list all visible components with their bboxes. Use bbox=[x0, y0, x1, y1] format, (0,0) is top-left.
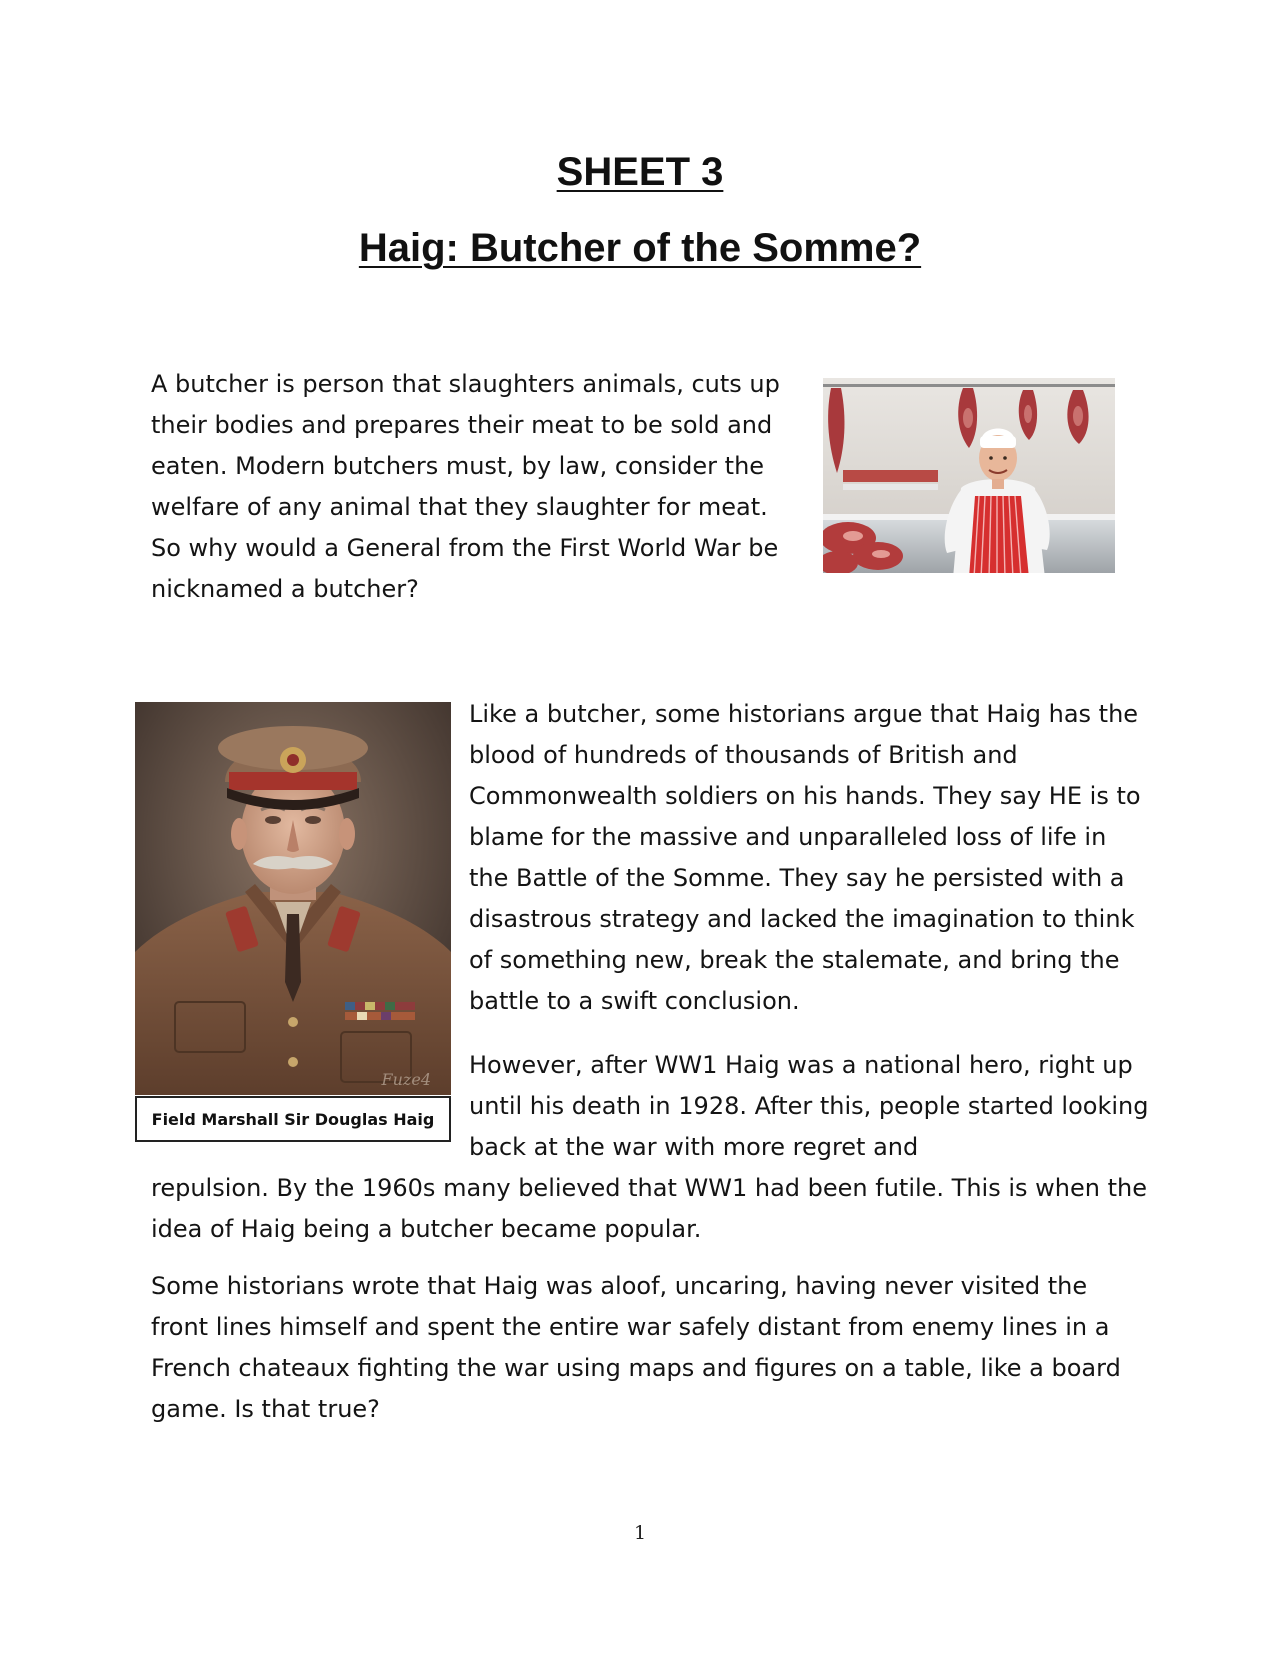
page-title: Haig: Butcher of the Somme? bbox=[358, 226, 922, 270]
however-paragraph-end: repulsion. By the 1960s many believed that WW1 had been futile. This is when the idea of Haig being a butcher became popular. bbox=[151, 1174, 1147, 1243]
however-paragraph-start: However, after WW1 Haig was a national hero, right up until his death in 1928. After this, people started looking back at the war with more regret and bbox=[469, 1051, 1149, 1161]
intro-paragraph: A butcher is person that slaughters animals, cuts up their bodies and prepares their meat to be sold and eaten. Modern butchers must, by law, consider the welfare of any animal that they slaughter for meat. So why would a General from the First World War be nicknamed a butcher? bbox=[151, 370, 780, 603]
portrait-photo bbox=[135, 702, 451, 1095]
blood-paragraph: Like a butcher, some historians argue that Haig has the blood of hundreds of thousands of British and Commonwealth soldiers on his hands. They say HE is to blame for the massive and unparalleled loss of life in the Battle of the Somme. They say he persisted with a disastrous strategy and lacked the imagination to think of something new, break the stalemate, and bring the battle to a swift conclusion. bbox=[469, 700, 1141, 1015]
page-number: 1 bbox=[633, 1522, 647, 1544]
aloof-paragraph: Some historians wrote that Haig was aloof, uncaring, having never visited the front lines himself and spent the entire war safely distant from enemy lines in a French chateaux fighting the war using maps and figures on a table, like a board game. Is that true? bbox=[151, 1272, 1121, 1423]
portrait-caption: Field Marshall Sir Douglas Haig bbox=[135, 1096, 451, 1142]
butcher-photo bbox=[823, 378, 1115, 573]
portrait-watermark: Fuze4 bbox=[381, 1070, 431, 1089]
sheet-number-heading: SHEET 3 bbox=[556, 150, 724, 194]
